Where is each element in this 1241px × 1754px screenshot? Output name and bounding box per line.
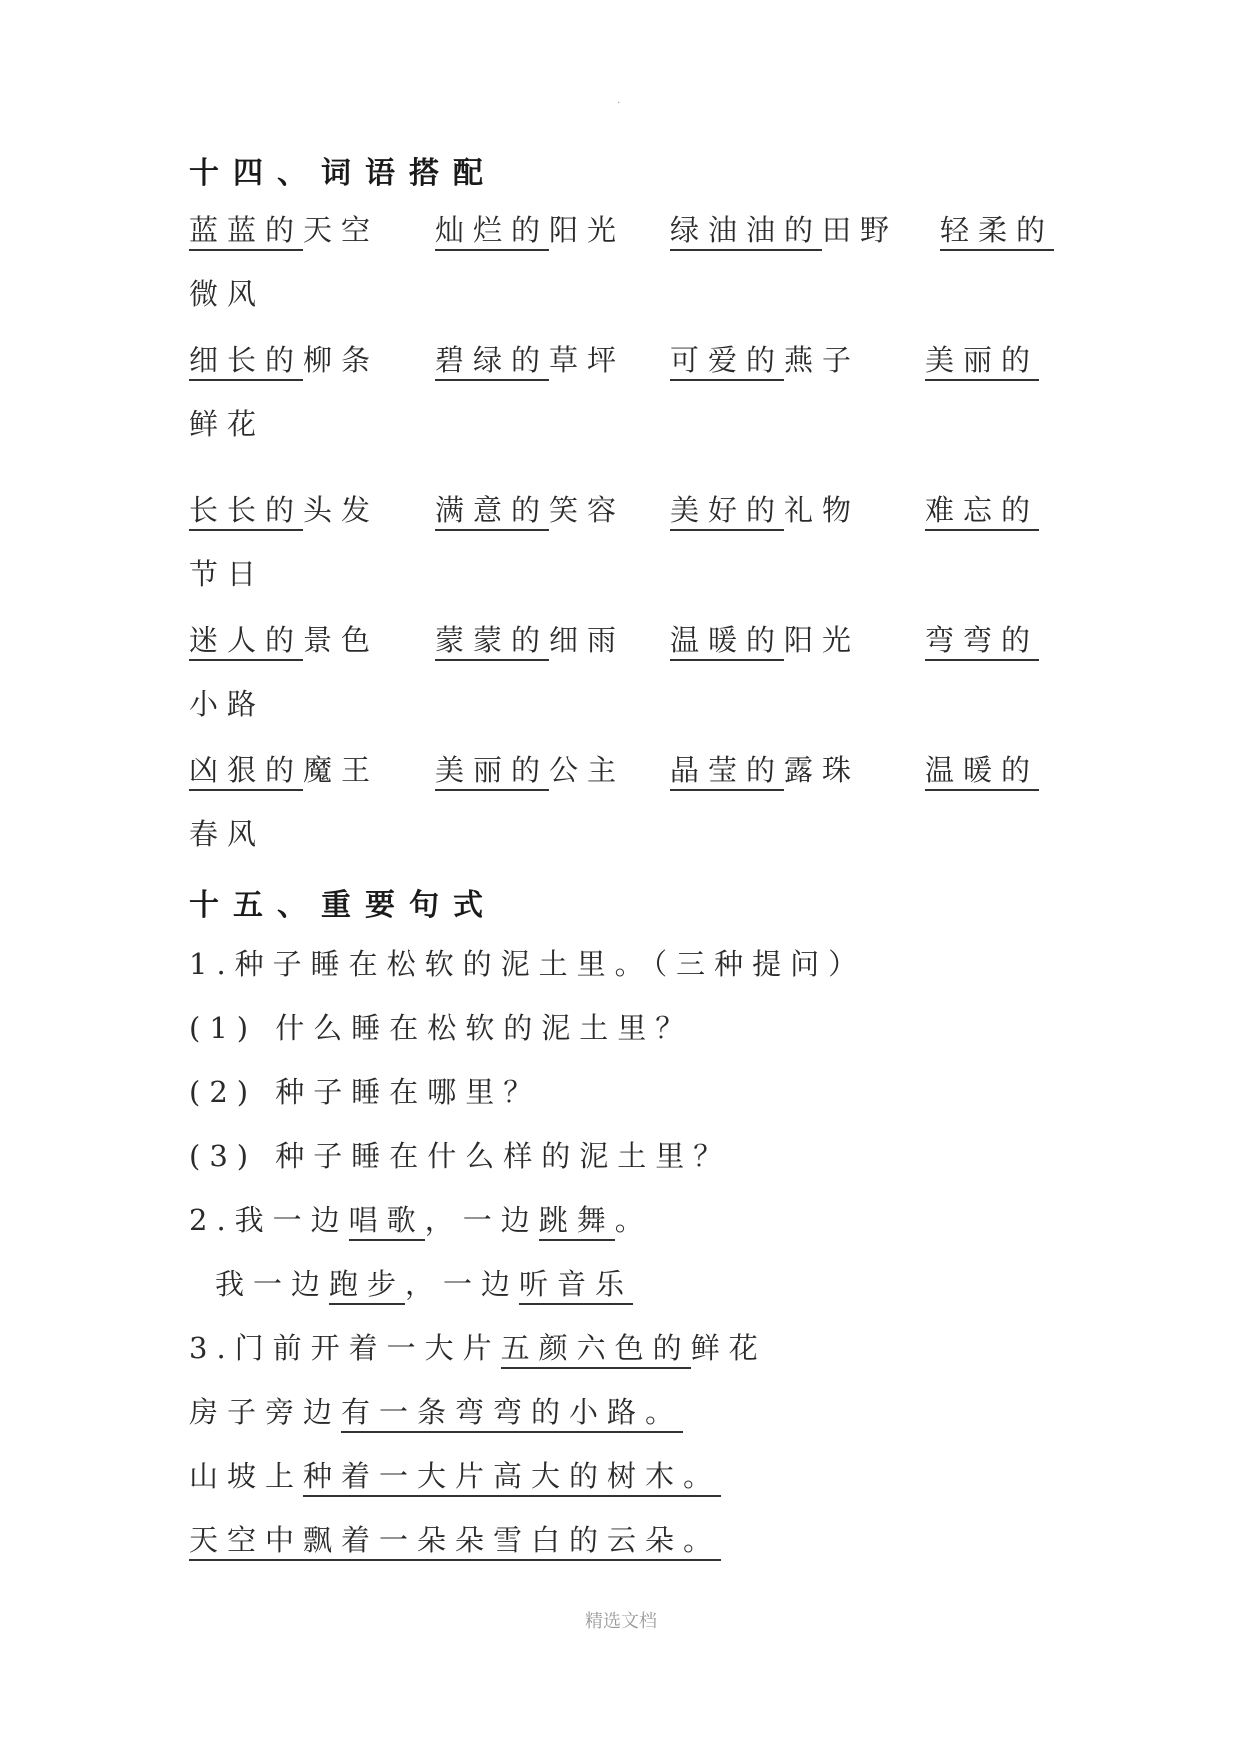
collocation-item: 美丽的公主 [435, 748, 625, 789]
collocation-item: 细长的柳条 [189, 338, 379, 379]
collocation-item: 满意的笑容 [435, 488, 625, 529]
sentence-3: 3.门前开着一大片五颜六色的鲜花 [189, 1326, 767, 1367]
collocation-item: 可爱的燕子 [670, 338, 860, 379]
collocation-wrap: 小路 [189, 687, 266, 721]
collocation-item: 温暖的 [925, 748, 1039, 789]
collocation-wrap: 春风 [189, 817, 266, 851]
sentence-2-example: 我一边跑步，一边听音乐 [215, 1262, 633, 1303]
collocation-item: 难忘的 [925, 488, 1039, 529]
collocation-item: 轻柔的 [940, 208, 1054, 249]
section-15-title: 十五、重要句式 [189, 888, 497, 923]
question-1b: (2) 种子睡在哪里？ [189, 1075, 542, 1109]
collocation-item: 灿烂的阳光 [435, 208, 625, 249]
footer-watermark: 精选文档 [585, 1611, 657, 1632]
collocation-item: 凶狠的魔王 [189, 748, 379, 789]
collocation-item: 迷人的景色 [189, 618, 379, 659]
sentence-3-example-2: 山坡上种着一大片高大的树木。 [189, 1454, 721, 1495]
collocation-item: 美丽的 [925, 338, 1039, 379]
collocation-item: 温暖的阳光 [670, 618, 860, 659]
collocation-item: 蓝蓝的天空 [189, 208, 379, 249]
collocation-item: 晶莹的露珠 [670, 748, 860, 789]
section-14-title: 十四、词语搭配 [189, 156, 497, 191]
collocation-item: 美好的礼物 [670, 488, 860, 529]
collocation-wrap: 节日 [189, 557, 266, 591]
collocation-item: 绿油油的田野 [670, 208, 898, 249]
collocation-item: 蒙蒙的细雨 [435, 618, 625, 659]
collocation-wrap: 鲜花 [189, 407, 266, 441]
collocation-item: 长长的头发 [189, 488, 379, 529]
sentence-1: 1.种子睡在松软的泥土里。（三种提问） [189, 947, 867, 981]
question-1a: (1) 什么睡在松软的泥土里？ [189, 1011, 694, 1045]
sentence-3-example-3: 天空中飘着一朵朵雪白的云朵。 [189, 1518, 721, 1559]
question-1c: (3) 种子睡在什么样的泥土里？ [189, 1139, 732, 1173]
collocation-item: 碧绿的草坪 [435, 338, 625, 379]
sentence-3-example-1: 房子旁边有一条弯弯的小路。 [189, 1390, 683, 1431]
page-dot: · [617, 98, 621, 109]
sentence-2: 2.我一边唱歌，一边跳舞。 [189, 1198, 653, 1239]
collocation-item: 弯弯的 [925, 618, 1039, 659]
collocation-wrap: 微风 [189, 277, 266, 311]
